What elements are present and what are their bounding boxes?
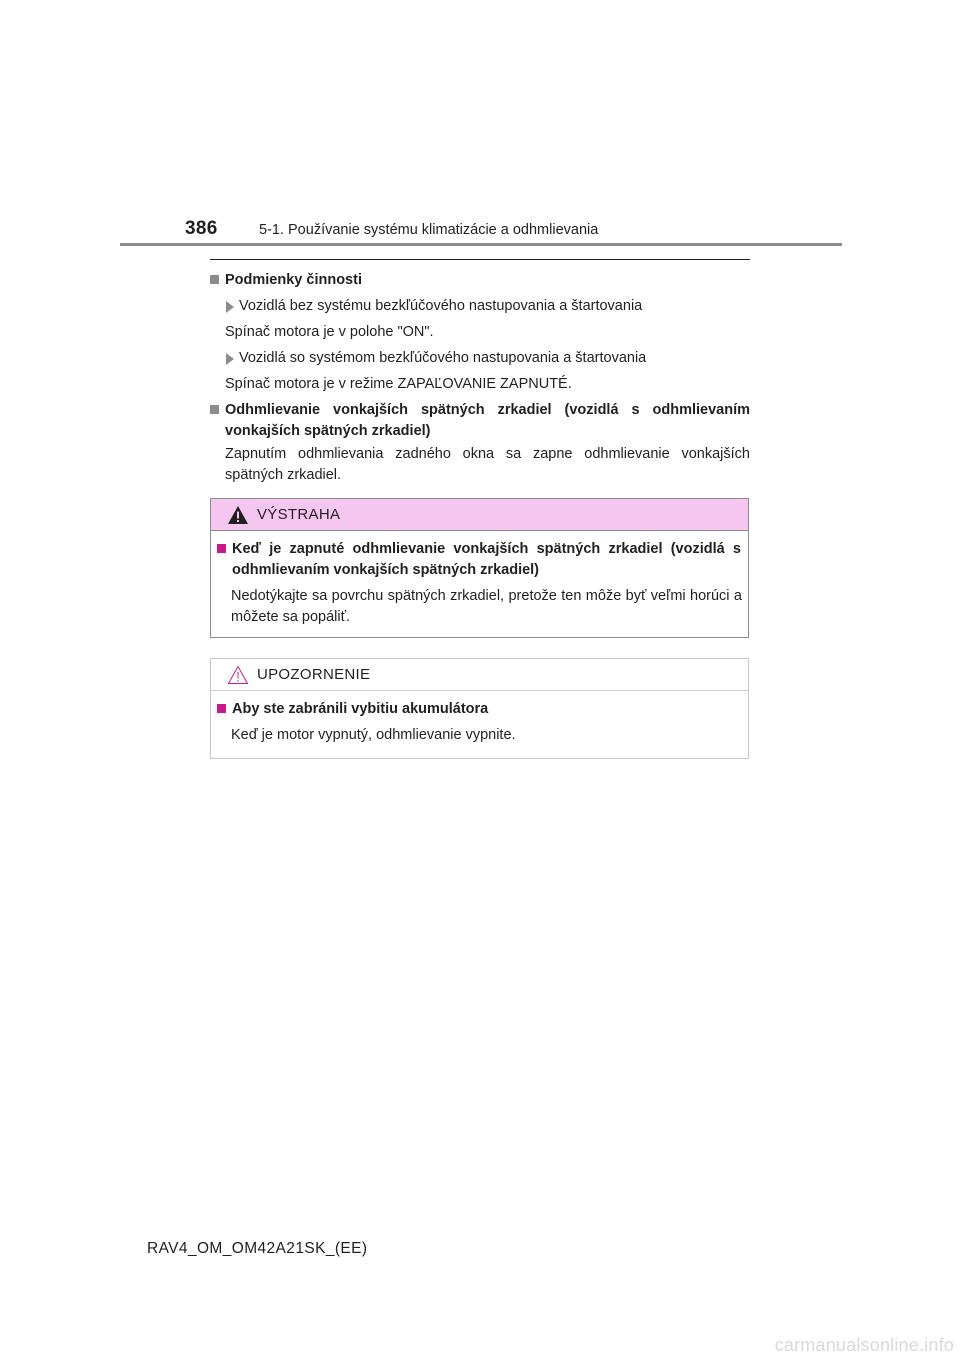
square-bullet-icon bbox=[217, 544, 226, 553]
warning-title: VÝSTRAHA bbox=[257, 506, 341, 523]
variant-item bbox=[226, 296, 750, 317]
variant-label: Vozidlá bez systému bezkľúčového nastupovania a štartovania bbox=[239, 298, 643, 314]
heading-text: Aby ste zabránili vybitiu akumulátora bbox=[232, 701, 489, 717]
square-bullet-icon bbox=[217, 704, 226, 713]
heading-text: Odhmlievanie vonkajších spätných zrkadiel (vozidlá s odhmlievaním vonkajších spätných zrkadiel) bbox=[225, 402, 750, 439]
warning-triangle-filled-icon bbox=[227, 505, 249, 525]
variant-item bbox=[226, 348, 750, 369]
content-divider bbox=[210, 259, 750, 260]
main-content bbox=[210, 270, 750, 490]
variant-text: Spínač motora je v režime ZAPAĽOVANIE ZAPNUTÉ. bbox=[225, 376, 572, 392]
warning-heading bbox=[217, 539, 742, 581]
warning-triangle-outline-icon bbox=[227, 665, 249, 685]
section-text: Zapnutím odhmlievania zadného okna sa zapne odhmlievanie vonkajších spätných zrkadiel. bbox=[225, 446, 750, 483]
page-number: 386 bbox=[185, 218, 218, 239]
operating-conditions-section bbox=[210, 270, 750, 395]
variant-label: Vozidlá so systémom bezkľúčového nastupovania a štartovania bbox=[239, 350, 647, 366]
variant-text: Spínač motora je v polohe "ON". bbox=[225, 324, 434, 340]
caution-header bbox=[211, 659, 748, 691]
triangle-bullet-icon bbox=[226, 353, 234, 365]
caution-box bbox=[210, 658, 749, 759]
square-bullet-icon bbox=[210, 405, 219, 414]
mirror-defogger-section bbox=[210, 400, 750, 486]
heading-text: Podmienky činnosti bbox=[225, 272, 362, 288]
caution-heading bbox=[217, 699, 742, 720]
heading-text: Keď je zapnuté odhmlievanie vonkajších spätných zrkadiel (vozidlá s odhmlievaním vonkajších spätných zrkadiel) bbox=[232, 541, 741, 578]
section-heading bbox=[210, 270, 750, 291]
section-heading bbox=[210, 400, 750, 442]
square-bullet-icon bbox=[210, 275, 219, 284]
header-divider bbox=[120, 243, 842, 246]
document-code: RAV4_OM_OM42A21SK_(EE) bbox=[147, 1240, 368, 1257]
triangle-bullet-icon bbox=[226, 301, 234, 313]
caution-text: Keď je motor vypnutý, odhmlievanie vypnite. bbox=[231, 727, 516, 743]
section-title: 5-1. Používanie systému klimatizácie a odhmlievania bbox=[259, 222, 599, 238]
caution-title: UPOZORNENIE bbox=[257, 666, 371, 683]
warning-header bbox=[211, 499, 748, 531]
warning-box bbox=[210, 498, 749, 638]
warning-body bbox=[211, 531, 748, 628]
warning-text: Nedotýkajte sa povrchu spätných zrkadiel, pretože ten môže byť veľmi horúci a môžete sa popáliť. bbox=[231, 588, 742, 625]
caution-body bbox=[211, 691, 748, 746]
watermark: carmanualsonline.info bbox=[774, 1335, 954, 1355]
